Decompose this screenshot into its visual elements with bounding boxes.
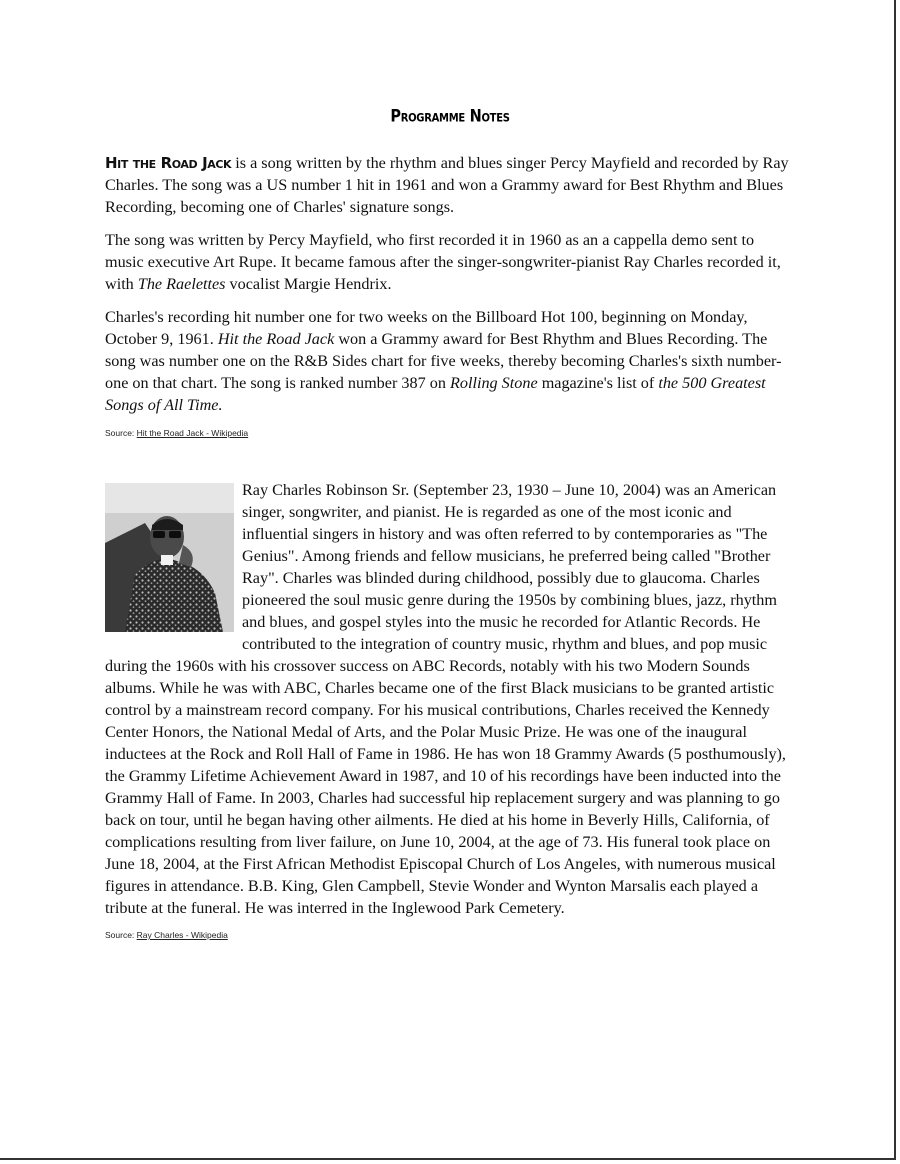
song-paragraph-2-text-a: The song was written by Percy Mayfield, who first recorded it in 1960 as an a cappella demo sent to music executive Art Rupe. It became famous after the singer-songwriter-pianist Ray Charles recorded it, with [105,231,781,293]
song-title-italic: Hit the Road Jack [217,330,335,348]
song-paragraph-1-text: is a song written by the rhythm and blues singer Percy Mayfield and recorded by Ray Charles. The song was a US number 1 hit in 1961 and won a Grammy award for Best Rhythm and Blues Recording, becoming one of Charles' signature songs. [105,154,789,216]
ray-charles-photo [105,483,234,632]
song-paragraph-1 [105,152,795,218]
song-paragraph-3-text-c: magazine's list of [537,374,659,392]
song-source-link[interactable]: Hit the Road Jack - Wikipedia [136,428,249,438]
raelettes-italic: The Raelettes [137,275,226,293]
song-paragraph-2-text-b: vocalist Margie Hendrix. [225,275,392,293]
programme-notes-content [105,106,795,981]
biography-paragraph: Ray Charles Robinson Sr. (September 23, 1930 – June 10, 2004) was an American singer, songwriter, and pianist. He is regarded as one of the most iconic and influential singers in history and was often referred to by contemporaries as "The Genius". Among friends and fellow musicians, he preferred being called "Brother Ray". Charles was blinded during childhood, possibly due to glaucoma. Charles pioneered the soul music genre during the 1950s by combining blues, jazz, rhythm and blues, and gospel styles into the music he recorded for Atlantic Records. He contributed to the integration of country music, rhythm and blues, and pop music during the 1960s with his crossover success on ABC Records, notably with his two Modern Sounds albums. While he was with ABC, Charles became one of the first Black musicians to be granted artistic control by a mainstream record company. For his musical contributions, Charles received the Kennedy Center Honors, the National Medal of Arts, and the Polar Music Prize. He was one of the inaugural inductees at the Rock and Roll Hall of Fame in 1986. He has won 18 Grammy Awards (5 posthumously), the Grammy Lifetime Achievement Award in 1987, and 10 of his recordings have been inducted into the Grammy Hall of Fame. In 2003, Charles had successful hip replacement surgery and was planning to go back on tour, until he began having other ailments. He died at his home in Beverly Hills, California, of complications resulting from liver failure, on June 10, 2004, at the age of 73. His funeral took place on June 18, 2004, at the First African Methodist Episcopal Church of Los Angeles, with numerous musical figures in attendance. B.B. King, Glen Campbell, Stevie Wonder and Wynton Marsalis each played a tribute at the funeral. He was interred in the Inglewood Park Cemetery. [105,481,786,917]
page-title: Programme Notes [390,107,510,127]
rolling-stone-italic: Rolling Stone [449,374,538,392]
song-title: Hit the Road Jack [105,154,232,172]
greatest-songs-italic: the 500 Greatest Songs of All Time. [105,374,766,414]
bio-source [105,929,795,941]
song-paragraph-3 [105,306,795,416]
song-source [105,427,795,439]
bio-source-link[interactable]: Ray Charles - Wikipedia [136,930,228,940]
source-label: Source: [105,930,137,940]
song-paragraph-3-text-b: won a Grammy award for Best Rhythm and Blues Recording. The song was number one on the R&B Sides chart for five weeks, thereby becoming Charles's sixth number-one on that chart. The song is ranked number 387 on [105,330,782,392]
song-paragraph-2 [105,229,795,295]
source-label: Source: [105,428,137,438]
song-paragraph-3-text-a: Charles's recording hit number one for two weeks on the Billboard Hot 100, beginning on Monday, October 9, 1961. [105,308,748,348]
